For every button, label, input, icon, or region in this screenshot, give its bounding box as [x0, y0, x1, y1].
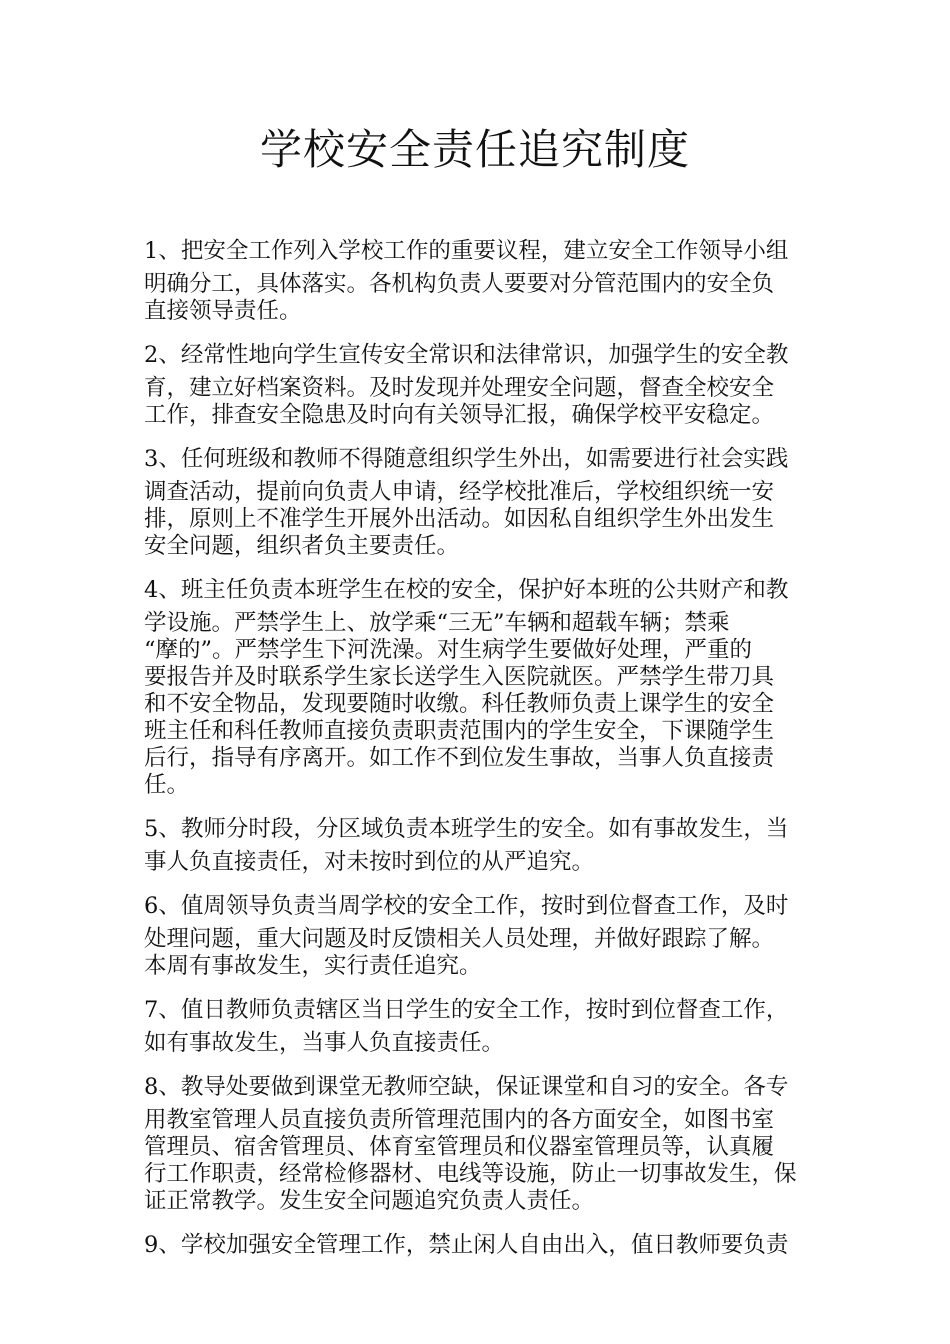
- document-body: [144, 231, 809, 1275]
- paragraph-line: 学设施。严禁学生上、放学乘“三无”车辆和超载车辆；禁乘: [144, 610, 730, 636]
- paragraph-line: 任。: [144, 772, 190, 798]
- paragraph-line: 6、值周领导负责当周学校的安全工作，按时到位督查工作，及时: [144, 893, 789, 919]
- paragraph-line: 事人负直接责任，对未按时到位的从严追究。: [144, 849, 595, 875]
- paragraph-line: 工作，排查安全隐患及时向有关领导汇报，确保学校平安稳定。: [144, 402, 775, 428]
- paragraph-line: 本周有事故发生，实行责任追究。: [144, 953, 482, 979]
- paragraph-line: 调查活动，提前向负责人申请，经学校批准后，学校组织统一安: [144, 479, 775, 505]
- paragraph-3: [144, 439, 809, 560]
- paragraph-line: 和不安全物品，发现要随时收缴。科任教师负责上课学生的安全: [144, 691, 775, 717]
- paragraph-7: [144, 990, 809, 1057]
- paragraph-line: 9、学校加强安全管理工作，禁止闲人自由出入，值日教师要负责: [144, 1232, 789, 1258]
- paragraph-line: 排，原则上不准学生开展外出活动。如因私自组织学生外出发生: [144, 506, 775, 532]
- paragraph-8: [144, 1067, 809, 1215]
- paragraph-line: 要报告并及时联系学生家长送学生入医院就医。严禁学生带刀具: [144, 664, 775, 690]
- paragraph-line: 安全问题，组织者负主要责任。: [144, 533, 460, 559]
- paragraph-line: 育，建立好档案资料。及时发现并处理安全问题，督查全校安全: [144, 375, 775, 401]
- paragraph-1: [144, 231, 809, 325]
- paragraph-4: [144, 570, 809, 799]
- paragraph-line: 1、把安全工作列入学校工作的重要议程，建立安全工作领导小组: [144, 238, 789, 264]
- paragraph-line: 处理问题，重大问题及时反馈相关人员处理，并做好跟踪了解。: [144, 926, 775, 952]
- paragraph-line: 直接领导责任。: [144, 298, 302, 324]
- paragraph-9: [144, 1225, 809, 1265]
- paragraph-line: 明确分工，具体落实。各机构负责人要要对分管范围内的安全负: [144, 271, 775, 297]
- paragraph-2: [144, 335, 809, 429]
- paragraph-line: 用教室管理人员直接负责所管理范围内的各方面安全，如图书室: [144, 1107, 775, 1133]
- paragraph-line: 3、任何班级和教师不得随意组织学生外出，如需要进行社会实践: [144, 446, 789, 472]
- paragraph-6: [144, 886, 809, 980]
- paragraph-line: 行工作职责，经常检修器材、电线等设施，防止一切事故发生，保: [144, 1161, 797, 1187]
- paragraph-line: 7、值日教师负责辖区当日学生的安全工作，按时到位督查工作，: [144, 997, 789, 1023]
- paragraph-line: 如有事故发生，当事人负直接责任。: [144, 1030, 505, 1056]
- paragraph-line: 管理员、宿舍管理员、体育室管理员和仪器室管理员等，认真履: [144, 1134, 775, 1160]
- paragraph-line: 2、经常性地向学生宣传安全常识和法律常识，加强学生的安全教: [144, 342, 789, 368]
- paragraph-line: 5、教师分时段，分区域负责本班学生的安全。如有事故发生，当: [144, 816, 789, 842]
- paragraph-line: 4、班主任负责本班学生在校的安全，保护好本班的公共财产和教: [144, 577, 789, 603]
- document-title: 学校安全责任追究制度: [259, 125, 690, 174]
- paragraph-line: 后行，指导有序离开。如工作不到位发生事故，当事人负直接责: [144, 745, 775, 771]
- paragraph-line: 班主任和科任教师直接负责职责范围内的学生安全，下课随学生: [144, 718, 775, 744]
- paragraph-line: “摩的”。严禁学生下河洗澡。对生病学生要做好处理，严重的: [144, 637, 753, 663]
- paragraph-5: [144, 809, 809, 876]
- paragraph-line: 8、教导处要做到课堂无教师空缺，保证课堂和自习的安全。各专: [144, 1074, 789, 1100]
- paragraph-line: 证正常教学。发生安全问题追究负责人责任。: [144, 1188, 595, 1214]
